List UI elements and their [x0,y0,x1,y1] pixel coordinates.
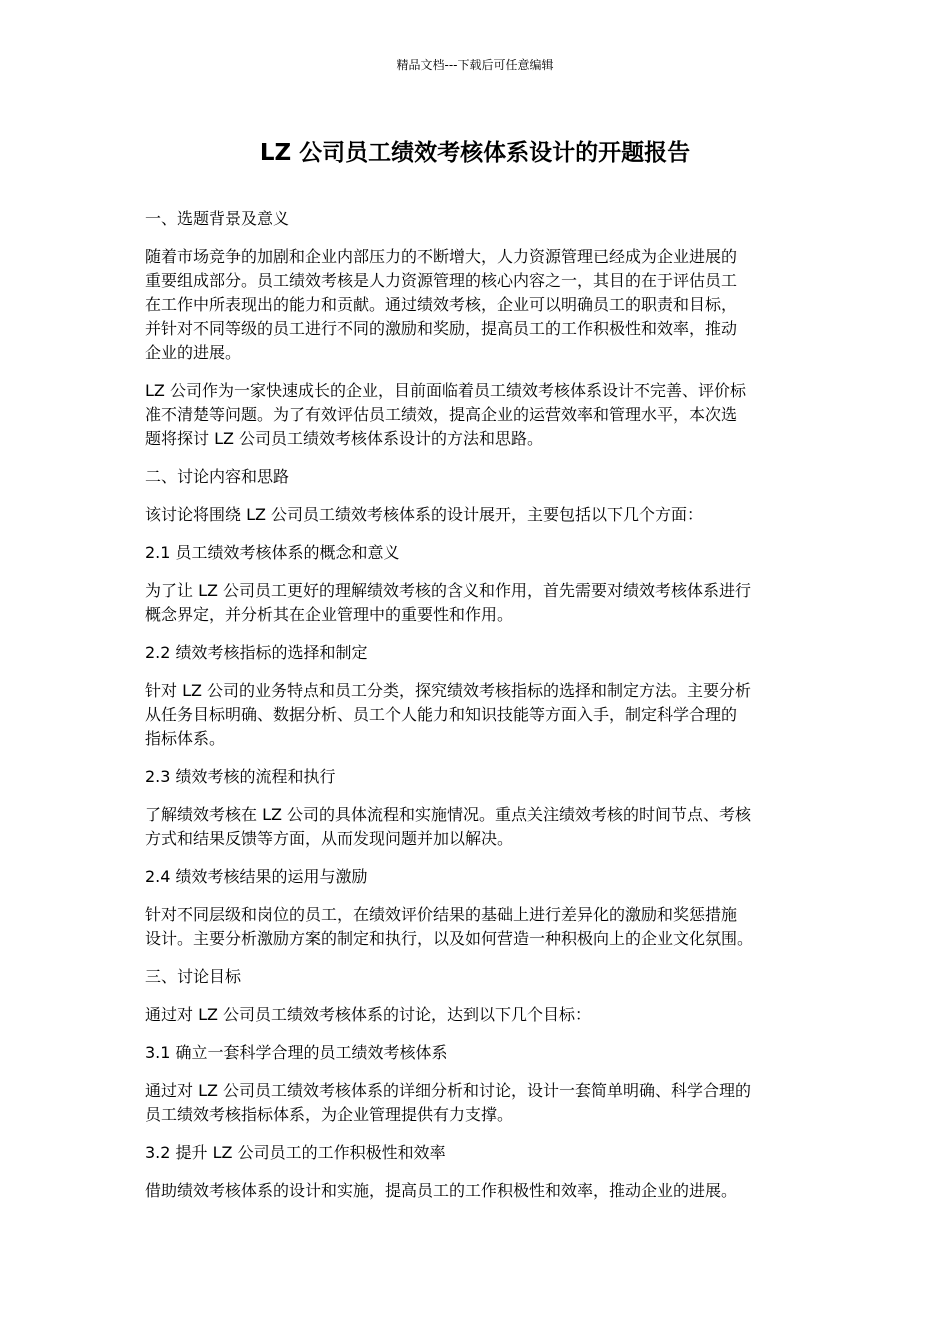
section-heading: 二、讨论内容和思路 [145,467,290,486]
section-heading: 3.1 确立一套科学合理的员工绩效考核体系 [145,1043,448,1062]
body-paragraph [145,803,810,851]
body-paragraph [145,1179,810,1203]
section-heading: 一、选题背景及意义 [145,209,290,228]
paragraph-line: 随着市场竞争的加剧和企业内部压力的不断增大，人力资源管理已经成为企业进展的 [145,247,738,266]
paragraph-line: 概念界定，并分析其在企业管理中的重要性和作用。 [145,605,514,624]
paragraph-line: 员工绩效考核指标体系，为企业管理提供有力支撑。 [145,1105,514,1124]
body-paragraph [145,245,810,365]
document-body [145,207,810,1217]
body-paragraph [145,1079,810,1127]
paragraph-line: 通过对 LZ 公司员工绩效考核体系的讨论，达到以下几个目标： [145,1005,592,1024]
paragraph-line: 在工作中所表现出的能力和贡献。通过绩效考核，企业可以明确员工的职责和目标， [145,295,738,314]
paragraph-line: 为了让 LZ 公司员工更好的理解绩效考核的含义和作用，首先需要对绩效考核体系进行 [145,581,752,600]
section-heading: 三、讨论目标 [145,967,242,986]
section-heading: 2.4 绩效考核结果的运用与激励 [145,867,368,886]
paragraph-line: 借助绩效考核体系的设计和实施，提高员工的工作积极性和效率，推动企业的进展。 [145,1181,738,1200]
paragraph-line: 企业的进展。 [145,343,242,362]
paragraph-line: 指标体系。 [145,729,226,748]
section-heading: 3.2 提升 LZ 公司员工的工作积极性和效率 [145,1143,446,1162]
body-paragraph [145,679,810,751]
body-paragraph [145,903,810,951]
document-title: LZ 公司员工绩效考核体系设计的开题报告 [259,140,691,166]
paragraph-line: 针对不同层级和岗位的员工，在绩效评价结果的基础上进行差异化的激励和奖惩措施 [145,905,738,924]
body-paragraph [145,379,810,451]
section-heading: 2.2 绩效考核指标的选择和制定 [145,643,368,662]
paragraph-line: 了解绩效考核在 LZ 公司的具体流程和实施情况。重点关注绩效考核的时间节点、考核 [145,805,752,824]
paragraph-line: 并针对不同等级的员工进行不同的激励和奖励，提高员工的工作积极性和效率，推动 [145,319,738,338]
paragraph-line: 从任务目标明确、数据分析、员工个人能力和知识技能等方面入手，制定科学合理的 [145,705,738,724]
paragraph-line: 设计。主要分析激励方案的制定和执行，以及如何营造一种积极向上的企业文化氛围。 [145,929,754,948]
page-header: 精品文档---下载后可任意编辑 [396,58,554,72]
paragraph-line: 题将探讨 LZ 公司员工绩效考核体系设计的方法和思路。 [145,429,544,448]
paragraph-line: 针对 LZ 公司的业务特点和员工分类，探究绩效考核指标的选择和制定方法。主要分析 [145,681,752,700]
paragraph-line: 准不清楚等问题。为了有效评估员工绩效，提高企业的运营效率和管理水平，本次选 [145,405,738,424]
body-paragraph [145,503,810,527]
section-heading: 2.1 员工绩效考核体系的概念和意义 [145,543,400,562]
paragraph-line: LZ 公司作为一家快速成长的企业，目前面临着员工绩效考核体系设计不完善、评价标 [145,381,746,400]
body-paragraph [145,579,810,627]
paragraph-line: 方式和结果反馈等方面，从而发现问题并加以解决。 [145,829,514,848]
section-heading: 2.3 绩效考核的流程和执行 [145,767,336,786]
paragraph-line: 该讨论将围绕 LZ 公司员工绩效考核体系的设计展开，主要包括以下几个方面： [145,505,704,524]
paragraph-line: 重要组成部分。员工绩效考核是人力资源管理的核心内容之一，其目的在于评估员工 [145,271,738,290]
paragraph-line: 通过对 LZ 公司员工绩效考核体系的详细分析和讨论，设计一套简单明确、科学合理的 [145,1081,752,1100]
body-paragraph [145,1003,810,1027]
